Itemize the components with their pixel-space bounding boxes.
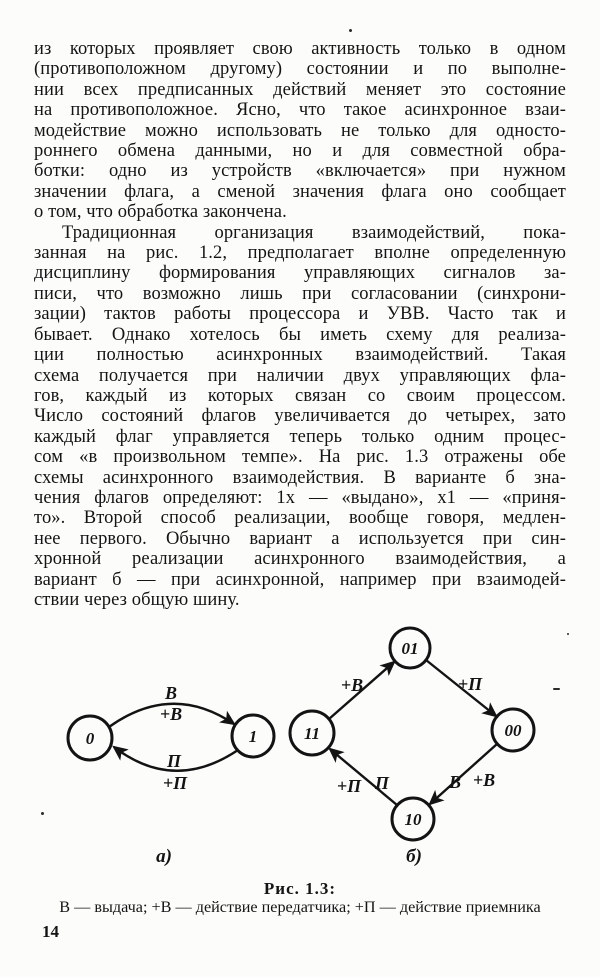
text-line: значении флага, а сменой значения флага оно сообщает: [34, 181, 566, 202]
paragraph: [34, 39, 566, 223]
text-line: вариант б — при асинхронной, например при взаимодей-: [34, 569, 566, 590]
text-line: на противоположное. Ясно, что такое асинхронное взаи-: [34, 100, 566, 121]
state-node-00-label: 00: [504, 721, 522, 740]
text-line: из которых проявляет свою активность только в одном: [34, 39, 566, 59]
variant-a-label: а): [156, 846, 172, 867]
paragraph: [34, 223, 566, 611]
scan-speck: [567, 633, 569, 635]
text-line: схема получается при наличии двух управляющих фла-: [34, 365, 566, 386]
text-line: каждый флаг управляется теперь только одним процес-: [34, 426, 566, 447]
page-number: 14: [42, 922, 59, 941]
text-line: модействие можно использовать не только для односто-: [34, 120, 566, 141]
text-line: о том, что обработка закончена.: [34, 202, 287, 223]
edge-label-p: П: [166, 751, 182, 771]
text-line: зации) тактов работы процессора и УВВ. Часто так и: [34, 304, 566, 325]
scan-speck: [349, 29, 352, 32]
text-line: нее первого. Обычно вариант а используется при син-: [34, 528, 566, 549]
state-node-0-label: 0: [85, 729, 95, 748]
text-line: ствии через общую шину.: [34, 589, 240, 610]
variant-b-diagram: [290, 628, 534, 867]
text-line: хронной реализации асинхронного взаимодействия, а: [34, 549, 566, 570]
text-line: сом «в произвольном темпе». На рис. 1.3 отражены обе: [34, 447, 566, 468]
edge-label-plus-v: +В: [159, 704, 183, 724]
variant-b-label: б): [406, 846, 422, 867]
text-line: роннего обмена данными, но и для совместной обра-: [34, 141, 566, 162]
text-line: ции полностью асинхронных взаимодействий. Такая: [34, 345, 566, 366]
figure-caption-title: Рис. 1.3:: [263, 879, 337, 898]
edge-label-plus-v-down: +В: [472, 770, 496, 790]
edge-label-v-down: В: [448, 772, 462, 792]
text-line: дисциплину формирования управляющих сигналов за-: [34, 263, 566, 284]
text-line: чения флагов определяют: 1х — «выдано», х1 — «приня-: [34, 487, 566, 508]
figure-caption-legend: В — выдача; +В — действие передатчика; +П — действие приемника: [59, 898, 541, 916]
figure-1-3: [0, 612, 600, 878]
edge-label-plus-v-up: +В: [340, 675, 364, 695]
edge-label-plus-p-up: +П: [336, 776, 362, 796]
text-line: писи, что возможно лишь при согласовании (синхрони-: [34, 283, 566, 304]
state-node-11-label: 11: [303, 724, 321, 743]
edge-label-plus-p-down: +П: [457, 674, 483, 694]
text-line: Традиционная организация взаимодействий, пока-: [62, 222, 566, 243]
edge-label-plus-p: +П: [162, 773, 188, 793]
edge-label-p-up: П: [374, 773, 390, 793]
body-text: [34, 39, 566, 610]
text-line: то». Второй способ реализации, вообще говоря, медлен-: [34, 508, 566, 529]
text-line: Число состояний флагов увеличивается до четырех, зато: [34, 406, 566, 427]
edge-label-v: В: [164, 683, 178, 703]
scan-speck: [41, 812, 44, 815]
scan-speck: [553, 688, 560, 690]
state-node-1-label: 1: [248, 727, 258, 746]
text-line: гов, каждый из которых связан со своим процессом.: [34, 385, 566, 406]
text-line: схемы асинхронного взаимодействия. В варианте б зна-: [34, 467, 566, 488]
text-line: (противоположном другому) состоянии и по выполне-: [34, 59, 566, 80]
state-node-01-label: 01: [401, 639, 419, 658]
text-line: бывает. Однако хотелось бы иметь схему для реализа-: [34, 324, 566, 345]
text-line: нии всех предписанных действий меняет это состояние: [34, 79, 566, 100]
text-line: занная на рис. 1.2, предполагает вполне определенную: [34, 243, 566, 264]
variant-a-diagram: [68, 683, 274, 867]
state-node-10-label: 10: [404, 810, 422, 829]
text-line: ботки: одно из устройств «включается» при нужном: [34, 161, 566, 182]
